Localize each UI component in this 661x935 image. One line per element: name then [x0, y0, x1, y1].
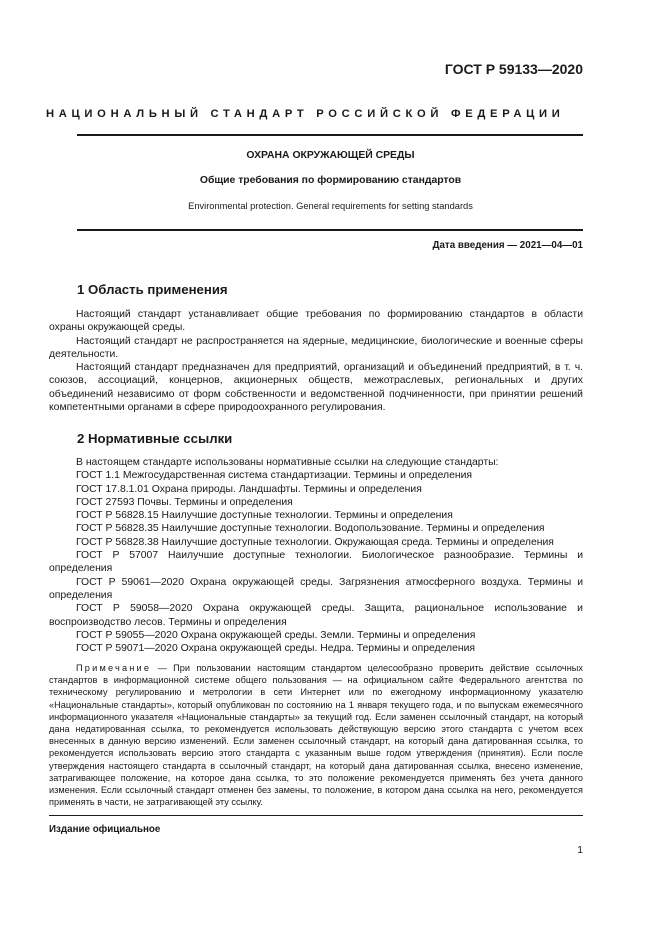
- official-edition-label: Издание официальное: [49, 824, 161, 835]
- note-text: — При пользовании настоящим стандартом целесообразно проверить действие ссылочных стандартов в информационной системе общего пользования — на официальном сайте Федерального агентства по техническому регулированию и метрологии в сети Интернет или по ежегодному информационному указателю «Национальные стандарты», который опубликован по состоянию на 1 января текущего года, и по выпускам ежемесячного информационного указателя «Национальные стандарты» за текущий год. Если заменен ссылочный стандарт, на который дана недатированная ссылка, то рекомендуется использовать действующую версию этого стандарта с учетом всех внесенных в данную версию изменений. Если заменен ссылочный стандарт, на который дана датированная ссылка, то рекомендуется использовать версию этого стандарта с указанным выше годом утверждения (принятия). Если после утверждения настоящего стандарта в ссылочный стандарт, на который дана датированная ссылка, внесено изменение, затрагивающее положение, на которое дана ссылка, то это положение рекомендуется применять без учета данного изменения. Если ссылочный стандарт отменен без замены, то положение, в котором дана ссылка на него, рекомендуется применять в части, не затрагивающей эту ссылку.: [49, 663, 583, 808]
- reference-item: ГОСТ 17.8.1.01 Охрана природы. Ландшафты. Термины и определения: [76, 483, 422, 495]
- standard-subtitle: Общие требования по формированию стандартов: [199, 175, 462, 186]
- reference-item: ГОСТ Р 59061—2020 Охрана окружающей среды. Загрязнения атмосферного воздуха. Термины и определения: [49, 576, 583, 601]
- reference-item: ГОСТ Р 59071—2020 Охрана окружающей среды. Недра. Термины и определения: [76, 643, 476, 655]
- footer-rule: [49, 815, 583, 816]
- reference-item: ГОСТ Р 56828.35 Наилучшие доступные технологии. Водопользование. Термины и определения: [76, 523, 545, 535]
- page-number: 1: [577, 845, 583, 856]
- section-1-body: [49, 308, 583, 414]
- bottom-rule: [77, 229, 583, 231]
- note-block: [49, 662, 583, 808]
- paragraph: Настоящий стандарт устанавливает общие требования по формированию стандартов в области охраны окружающей среды.: [49, 309, 583, 334]
- introduction-date: Дата введения — 2021—04—01: [432, 240, 583, 251]
- note-paragraph: [49, 662, 583, 808]
- section-2-heading: 2 Нормативные ссылки: [77, 431, 233, 446]
- paragraph: Настоящий стандарт не распространяется на ядерные, медицинские, биологические и военные сферы деятельности.: [49, 335, 583, 360]
- english-title: Environmental protection. General requirements for setting standards: [188, 201, 473, 211]
- reference-item: ГОСТ 27593 Почвы. Термины и определения: [76, 496, 293, 508]
- reference-item: ГОСТ Р 56828.38 Наилучшие доступные технологии. Окружающая среда. Термины и определения: [76, 536, 554, 548]
- section-2-body: [49, 456, 583, 655]
- gost-number: ГОСТ Р 59133—2020: [444, 61, 583, 77]
- national-standard-title: НАЦИОНАЛЬНЫЙ СТАНДАРТ РОССИЙСКОЙ ФЕДЕРАЦИИ: [46, 108, 565, 120]
- reference-item: ГОСТ Р 59058—2020 Охрана окружающей среды. Защита, рациональное использование и воспроизводство лесов. Термины и определения: [49, 603, 583, 628]
- reference-item: ГОСТ Р 56828.15 Наилучшие доступные технологии. Термины и определения: [76, 510, 453, 522]
- paragraph: Настоящий стандарт предназначен для предприятий, организаций и объединений предприятий, в т. ч. союзов, ассоциаций, концернов, акционерных обществ, межотраслевых, региональных и других объединений независимо от форм собственности и ведомственной подчиненности, при принятии решений компетентными органами в сфере природоохранного регулирования.: [49, 362, 583, 414]
- references-intro: В настоящем стандарте использованы нормативные ссылки на следующие стандарты:: [76, 457, 499, 468]
- reference-item: ГОСТ Р 57007 Наилучшие доступные технологии. Биологическое разнообразие. Термины и определения: [49, 550, 583, 575]
- top-rule: [77, 134, 583, 136]
- standard-title: ОХРАНА ОКРУЖАЮЩЕЙ СРЕДЫ: [246, 150, 415, 161]
- note-label: Примечание: [76, 663, 152, 673]
- reference-item: ГОСТ Р 59055—2020 Охрана окружающей среды. Земли. Термины и определения: [76, 629, 476, 641]
- reference-item: ГОСТ 1.1 Межгосударственная система стандартизации. Термины и определения: [76, 470, 473, 482]
- section-1-heading: 1 Область применения: [77, 282, 228, 297]
